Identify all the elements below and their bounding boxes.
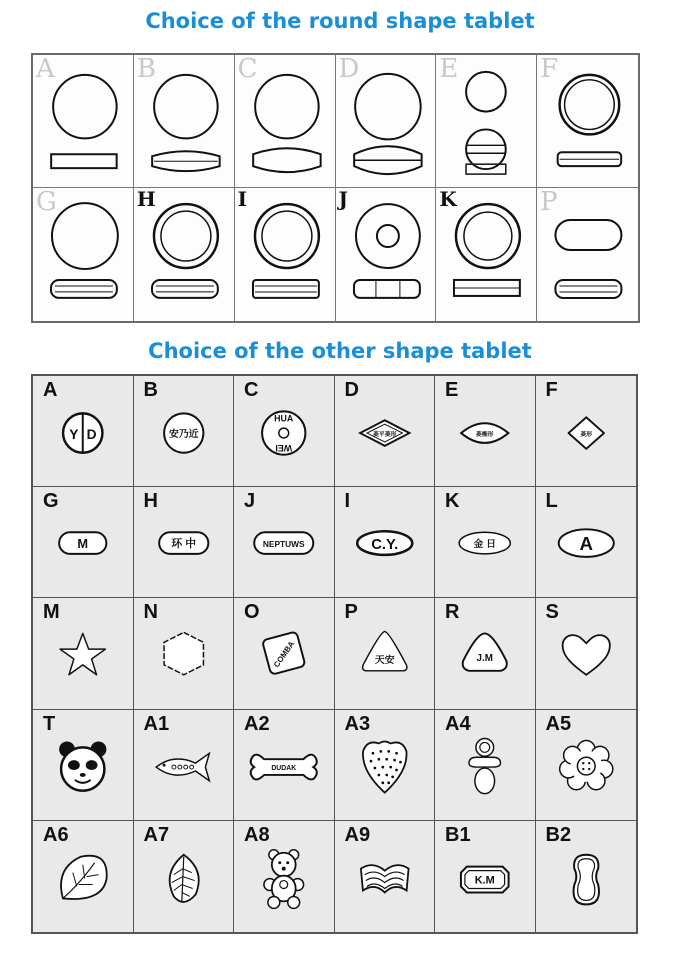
tablet-mark: A: [579, 533, 593, 555]
other-tablet-cell: [435, 710, 536, 821]
tablet-mark: J.M: [476, 653, 493, 665]
other-tablet-cell: [536, 376, 637, 487]
tablet-label: S: [545, 601, 559, 624]
other-tablet-cell: [335, 710, 436, 821]
flower-tablet-icon: [536, 710, 637, 820]
tablet-label: E: [439, 54, 459, 84]
fish-tablet-icon: [134, 710, 234, 820]
double-ring-tablet-icon: [134, 188, 234, 321]
other-tablet-cell: [335, 598, 436, 709]
tablet-label: A6: [43, 823, 69, 846]
round-tablet-cell: [33, 188, 134, 321]
biconvex-round-tablet-icon: [33, 188, 133, 321]
tablet-label: N: [143, 601, 158, 624]
svg-text:Y: Y: [69, 426, 79, 442]
round-tablet-cell: [134, 55, 235, 188]
tablet-label: A9: [344, 823, 371, 846]
other-tablet-cell: [134, 376, 235, 487]
tablet-label: B2: [545, 823, 572, 846]
tablet-label: K: [445, 490, 460, 513]
tablet-label: M: [43, 601, 60, 624]
tablet-label: A2: [244, 712, 270, 735]
tablet-label: P: [540, 187, 558, 217]
round-tablet-cell: [537, 188, 638, 321]
tablet-label: E: [445, 379, 459, 401]
flat-round-tablet-icon: [33, 55, 133, 187]
tablet-label: B1: [445, 823, 471, 846]
tablet-mark: 安乃近: [168, 428, 198, 440]
tablet-label: R: [445, 601, 460, 624]
tablet-label: C: [237, 54, 258, 84]
strawberry-tablet-icon: [335, 710, 435, 820]
heart-tablet-icon: [536, 598, 637, 708]
other-tablet-cell: [234, 598, 335, 709]
bone-tablet-icon: [234, 710, 334, 820]
beveled-round-tablet-icon: [537, 55, 638, 187]
other-tablet-cell: [234, 821, 335, 932]
diamond-tablet-icon: [536, 376, 637, 486]
hexagon-tablet-icon: [134, 598, 234, 708]
other-tablet-cell: [33, 376, 134, 487]
tablet-label: D: [344, 379, 359, 401]
round-leaf-tablet-icon: [33, 821, 133, 932]
other-tablet-cell: [536, 821, 637, 932]
tablet-mark: 菱椭形: [475, 432, 494, 439]
other-tablet-grid: [31, 374, 638, 934]
other-tablet-cell: [33, 598, 134, 709]
tablet-label: F: [540, 54, 559, 84]
tablet-label: L: [545, 490, 558, 513]
rounded-square-tablet-icon: [234, 598, 334, 708]
other-tablet-cell: [536, 487, 637, 598]
diamond-oval-tablet-icon: [435, 376, 535, 486]
other-tablet-cell: [234, 487, 335, 598]
ring-with-center-tablet-icon: [336, 188, 436, 321]
shield-tablet-icon: [435, 598, 535, 708]
round-tablet-cell: [235, 188, 336, 321]
tablet-label: H: [143, 490, 158, 513]
other-tablet-cell: [435, 598, 536, 709]
round-tablet-cell: [436, 188, 537, 321]
other-tablet-cell: [335, 376, 436, 487]
tablet-mark: NEPTUWS: [262, 539, 305, 550]
tablet-label: G: [43, 490, 59, 513]
tablet-mark: DUDAK: [271, 764, 297, 772]
tablet-label: I: [344, 490, 351, 513]
deep-convex-tablet-icon: [336, 55, 436, 187]
panda-tablet-icon: [33, 710, 133, 820]
other-tablet-cell: [134, 598, 235, 709]
tablet-label: D: [338, 54, 360, 84]
other-tablet-cell: [234, 376, 335, 487]
circle-ring-tablet-icon: [234, 376, 334, 486]
other-tablet-cell: [536, 710, 637, 821]
circle-tablet-icon: [134, 376, 234, 486]
oval-tablet-icon: [33, 487, 133, 597]
leaf-tablet-icon: [134, 821, 234, 932]
round-tablet-cell: [336, 188, 437, 321]
tablet-label: A3: [344, 712, 371, 735]
triangle-tablet-icon: [335, 598, 435, 708]
other-tablet-cell: [435, 821, 536, 932]
other-tablet-cell: [335, 487, 436, 598]
tablet-label: A5: [545, 712, 572, 735]
octagon-label-tablet-icon: [435, 821, 535, 932]
tablet-label: J: [338, 187, 348, 211]
round-tablet-cell: [235, 55, 336, 188]
tablet-mark: 菱平菱形: [372, 432, 397, 439]
tablet-label: K: [439, 187, 457, 211]
other-tablet-cell: [134, 710, 235, 821]
deep-ring-tablet-icon: [436, 188, 536, 321]
peanut-tablet-icon: [536, 821, 637, 932]
tablet-label: C: [244, 379, 259, 401]
tablet-label: A7: [143, 823, 170, 846]
tablet-label: B: [143, 379, 158, 401]
tablet-mark: K.M: [474, 874, 495, 887]
tablet-label: A4: [445, 712, 471, 735]
diamond-tablet-icon: [335, 376, 435, 486]
other-tablet-cell: [435, 487, 536, 598]
other-tablet-cell: [335, 821, 436, 932]
tablet-mark: 菱形: [579, 432, 592, 439]
tablet-label: O: [244, 601, 260, 624]
round-tablet-cell: [134, 188, 235, 321]
tablet-mark: COMBA: [271, 639, 297, 670]
tablet-label: F: [545, 379, 558, 401]
bear-tablet-icon: [234, 821, 334, 932]
tablet-label: A: [36, 54, 55, 84]
tablet-mark: 环 中: [170, 538, 196, 551]
round-tablet-cell: [436, 55, 537, 188]
oval-tablet-icon: [134, 487, 234, 597]
other-tablet-cell: [33, 487, 134, 598]
svg-text:D: D: [86, 426, 97, 442]
round-tablet-cell: [336, 55, 437, 188]
other-tablet-cell: [134, 487, 235, 598]
svg-text:WEI: WEI: [275, 442, 293, 453]
tablet-mark: C.Y.: [370, 537, 398, 554]
tablet-mark: 金 日: [473, 539, 496, 551]
tablet-label: G: [36, 187, 57, 217]
other-tablet-cell: [234, 710, 335, 821]
tablet-mark: 天安: [374, 655, 395, 667]
scored-round-tablet-icon: [436, 55, 536, 187]
round-tablet-cell: [537, 55, 638, 188]
tablet-label: P: [344, 601, 358, 624]
svg-text:HUA: HUA: [274, 413, 294, 424]
tablet-label: T: [43, 712, 56, 735]
other-tablet-cell: [134, 821, 235, 932]
round-tablet-cell: [33, 55, 134, 188]
standard-convex-tablet-icon: [235, 55, 335, 187]
other-tablet-cell: [435, 376, 536, 487]
tablet-label: H: [136, 187, 156, 211]
shallow-convex-tablet-icon: [134, 55, 234, 187]
tablet-label: I: [237, 187, 248, 211]
other-section-title: Choice of the other shape tablet: [148, 339, 532, 363]
oval-tablet-icon: [435, 487, 535, 597]
tablet-label: B: [136, 54, 156, 84]
chevron-tablet-icon: [335, 821, 435, 932]
star-tablet-icon: [33, 598, 133, 708]
other-tablet-cell: [33, 821, 134, 932]
tablet-label: J: [244, 490, 256, 513]
oval-tablet-icon: [234, 487, 334, 597]
circle-split-tablet-icon: [33, 376, 133, 486]
capsule-tablet-icon: [537, 188, 638, 321]
ring-tablet-icon: [235, 188, 335, 321]
other-tablet-cell: [536, 598, 637, 709]
pacifier-tablet-icon: [435, 710, 535, 820]
round-tablet-grid: [31, 53, 640, 323]
tablet-label: A8: [244, 823, 270, 846]
round-section-title: Choice of the round shape tablet: [145, 9, 535, 33]
other-tablet-cell: [33, 710, 134, 821]
tablet-mark: M: [77, 536, 89, 552]
oval-tablet-icon: [335, 487, 435, 597]
tablet-label: A: [43, 379, 58, 401]
oval-tablet-icon: [536, 487, 637, 597]
tablet-label: A1: [143, 712, 170, 735]
